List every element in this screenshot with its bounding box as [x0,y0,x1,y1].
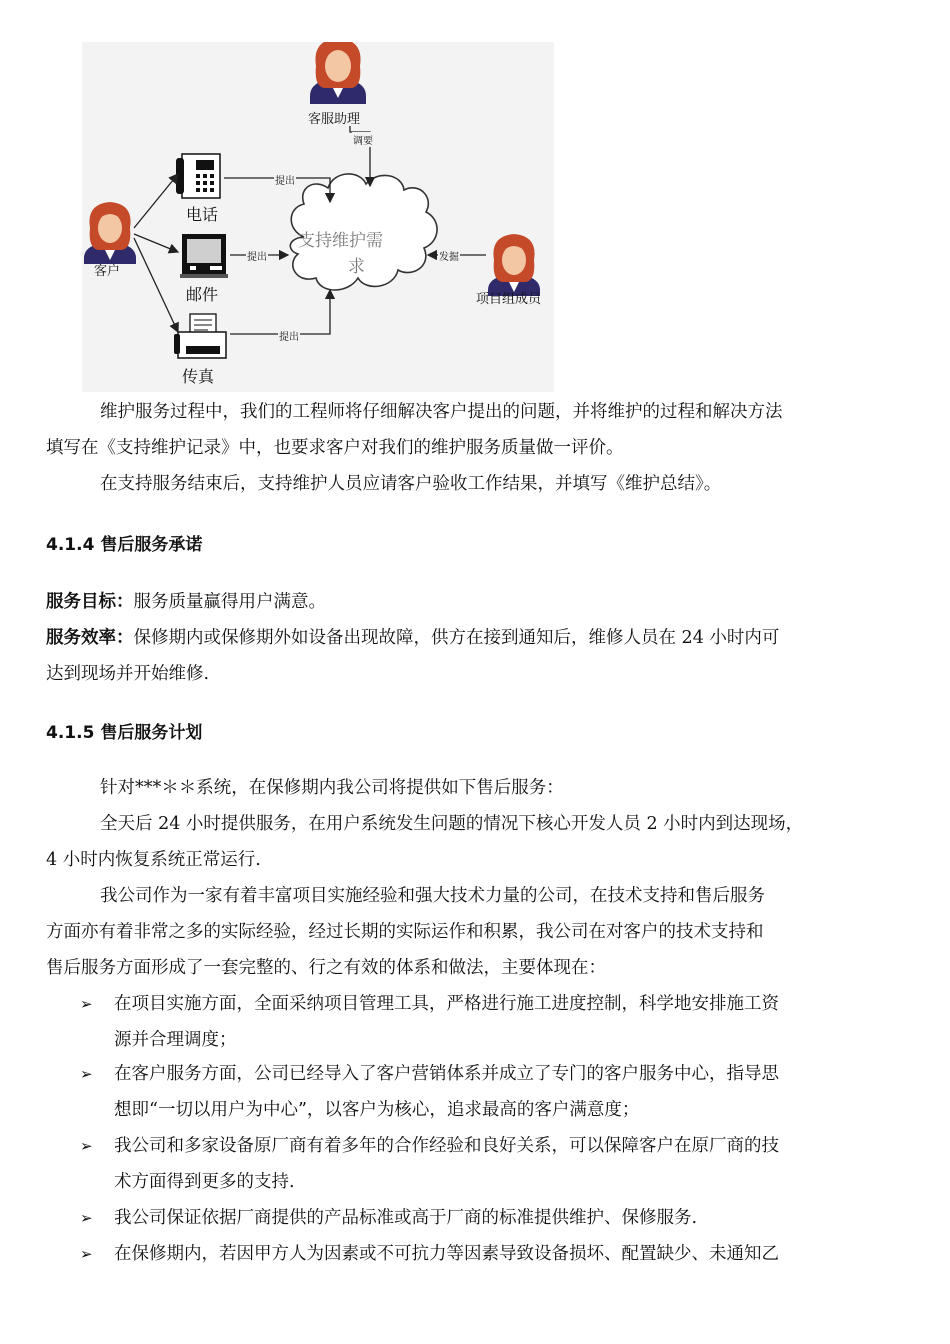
mail-icon [180,234,228,278]
bullet-5-line1: 在保修期内，若因甲方人为因素或不可抗力等因素导致设备损坏、配置缺少、未通知乙 [114,1244,779,1264]
bullet-3-line1: 我公司和多家设备原厂商有着多年的合作经验和良好关系，可以保障客户在原厂商的技 [114,1136,779,1156]
assistant-label: 客服助理 [308,112,361,127]
member-person-icon [488,234,540,296]
phone-icon [176,154,220,198]
submit-mail-label: 提出 [246,248,268,263]
service-efficiency-text: 保修期内或保修期外如设备出现故障，供方在接到通知后，维修人员在 24 小时内可 [133,628,780,648]
bullet-arrow-icon: ➢ [80,995,93,1013]
customer-label: 客户 [94,264,121,279]
bullet-1-line1: 在项目实施方面，全面采纳项目管理工具，严格进行施工进度控制，科学地安排施工资 [114,994,779,1014]
bullet-arrow-icon: ➢ [80,1065,93,1083]
experience-line3: 售后服务方面形成了一套完整的、行之有效的体系和做法，主要体现在： [46,958,606,978]
experience-line1: 我公司作为一家有着丰富项目实施经验和强大技术力量的公司，在技术支持和售后服务 [100,886,765,906]
fax-label: 传真 [182,367,215,386]
diagram-graphics [82,42,554,392]
bullet-3-line2: 术方面得到更多的支持. [114,1172,295,1192]
bullet-arrow-icon: ➢ [80,1137,93,1155]
bullet-2-line1: 在客户服务方面，公司已经导入了客户营销体系并成立了专门的客户服务中心，指导思 [114,1064,779,1084]
24h-service-line2: 4 小时内恢复系统正常运行. [46,850,261,870]
fax-icon [174,314,226,358]
bullet-arrow-icon: ➢ [80,1209,93,1227]
maintenance-process-line1: 维护服务过程中，我们的工程师将仔细解决客户提出的问题，并将维护的过程和解决方法 [100,402,783,422]
experience-line2: 方面亦有着非常之多的实际经验，经过长期的实际运作和积累，我公司在对客户的技术支持和 [46,922,764,942]
submit-phone-label: 提出 [274,172,296,187]
assistant-person-icon [310,42,366,104]
service-goal-label: 服务目标： [46,592,134,612]
bullet-2-line2: 想即“一切以用户为中心”，以客户为核心，追求最高的客户满意度； [114,1100,640,1120]
maintenance-process-line2: 填写在《支持维护记录》中，也要求客户对我们的维护服务质量做一评价。 [46,438,624,458]
service-efficiency-label: 服务效率： [46,628,134,648]
heading-414: 4.1.4 售后服务承诺 [46,535,203,555]
service-goal-text: 服务质量赢得用户满意。 [133,592,326,612]
dispatch-arrow-label: 调要 [352,132,374,147]
service-goal [46,584,326,620]
plan-intro: 针对***＊＊系统，在保修期内我公司将提供如下售后服务： [100,778,564,798]
bullet-4-line1: 我公司保证依据厂商提供的产品标准或高于厂商的标准提供维护、保修服务. [114,1208,698,1228]
service-efficiency [46,620,779,656]
24h-service-line1: 全天后 24 小时提供服务，在用户系统发生问题的情况下核心开发人员 2 小时内到达现场， [100,814,804,834]
member-label: 项目组成员 [476,292,542,307]
cloud-text-line2: 求 [348,257,365,277]
bullet-arrow-icon: ➢ [80,1245,93,1263]
mail-label: 邮件 [186,285,219,304]
bullet-1-line2: 源并合理调度； [114,1030,237,1050]
phone-label: 电话 [186,205,219,224]
acceptance-paragraph: 在支持服务结束后，支持维护人员应请客户验收工作结果，并填写《维护总结》。 [100,474,722,494]
support-flow-diagram [82,42,554,392]
heading-415: 4.1.5 售后服务计划 [46,723,203,743]
cloud-text [298,228,418,280]
service-efficiency-line2: 达到现场并开始维修. [46,664,210,684]
report-arrow-label: 发掘 [438,248,460,263]
customer-person-icon [84,202,136,264]
cloud-text-line1: 支持维护需 [298,231,383,251]
submit-fax-label: 提出 [278,328,300,343]
